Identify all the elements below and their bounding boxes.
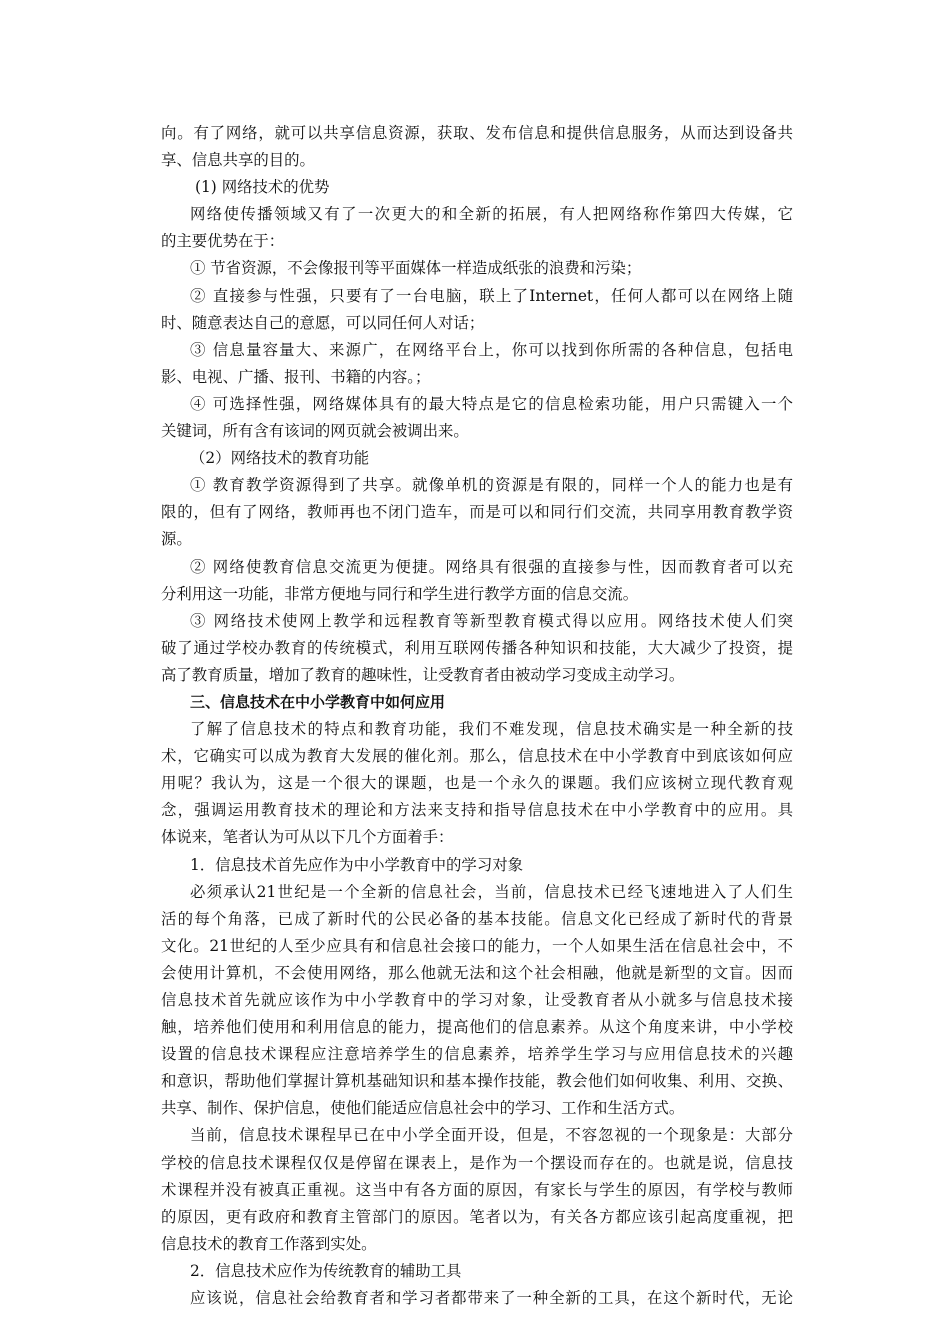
paragraph-line: 高了教育质量，增加了教育的趣味性，让受教育者由被动学习变成主动学习。 [161,665,685,684]
paragraph-line: 时、随意表达自己的意愿，可以同任何人对话； [161,313,485,332]
paragraph-line: 享、信息共享的目的。 [161,151,315,170]
list-item: ① 节省资源，不会像报刊等平面媒体一样造成纸张的浪费和污染； [190,259,642,278]
paragraph-line: 学校的信息技术课程仅仅是停留在课表上，是作为一个摆设而存在的。也就是说，信息技 [161,1153,793,1172]
paragraph-line: 信息技术首先就应该作为中小学教育中的学习对象，让受教育者从小就多与信息技术接 [161,991,793,1009]
paragraph-line: 术，它确实可以成为教育大发展的催化剂。那么，信息技术在中小学教育中到底该如何应 [161,747,793,766]
list-item: ① 教育教学资源得到了共享。就像单机的资源是有限的，同样一个人的能力也是有 [190,476,793,495]
paragraph-line: 共享、制作、保护信息，使他们能适应信息社会中的学习、工作和生活方式。 [161,1099,685,1118]
paragraph-line: 关键词，所有含有该词的网页就会被调出来。 [161,422,469,441]
list-item: ④ 可选择性强，网络媒体具有的最大特点是它的信息检索功能，用户只需键入一个 [190,394,793,413]
section-heading: (1) 网络技术的优势 [195,178,330,197]
paragraph-line: 活的每个角落，已成了新时代的公民必备的基本技能。信息文化已经成了新时代的背景 [161,909,793,928]
paragraph-line: 破了通过学校办教育的传统模式，利用互联网传播各种知识和技能，大大减少了投资，提 [161,638,793,657]
paragraph-line: 文化。21世纪的人至少应具有和信息社会接口的能力，一个人如果生活在信息社会中，不 [161,936,793,955]
subsection-heading: 2．信息技术应作为传统教育的辅助工具 [190,1261,462,1280]
paragraph-line: 会使用计算机，不会使用网络，那么他就无法和这个社会相融，他就是新型的文盲。因而 [161,963,793,982]
paragraph-line: 影、电视、广播、报刊、书籍的内容。； [161,367,431,386]
section-heading: （2）网络技术的教育功能 [190,449,370,468]
paragraph-line: 术课程并没有被真正重视。这当中有各方面的原因，有家长与学生的原因，有学校与教师 [161,1180,793,1199]
paragraph-line: 体说来，笔者认为可从以下几个方面着手： [161,828,454,847]
paragraph-line: 了解了信息技术的特点和教育功能，我们不难发现，信息技术确实是一种全新的技 [190,720,793,739]
document-page [161,120,793,1312]
paragraph-line: 当前，信息技术课程早已在中小学全面开设，但是，不容忽视的一个现象是：大部分 [190,1126,793,1145]
paragraph-line: 必须承认21世纪是一个全新的信息社会，当前，信息技术已经飞速地进入了人们生 [190,882,793,901]
paragraph-line: 限的，但有了网络，教师再也不闭门造车，而是可以和同行们交流，共同享用教育教学资 [161,503,793,522]
paragraph-line: 的主要优势在于： [161,232,285,251]
paragraph-line: 分利用这一功能，非常方便地与同行和学生进行教学方面的信息交流。 [161,584,639,603]
list-item: ② 网络使教育信息交流更为便捷。网络具有很强的直接参与性，因而教育者可以充 [190,557,793,576]
paragraph-line: 信息技术的教育工作落到实处。 [161,1234,377,1253]
paragraph-line: 用呢？我认为，这是一个很大的课题，也是一个永久的课题。我们应该树立现代教育观 [161,774,793,793]
paragraph-line: 设置的信息技术课程应注意培养学生的信息素养，培养学生学习与应用信息技术的兴趣 [161,1045,793,1064]
paragraph-line: 触，培养他们使用和利用信息的能力，提高他们的信息素养。从这个角度来讲，中小学校 [161,1018,793,1037]
paragraph-line: 源。 [161,530,192,549]
list-item: ② 直接参与性强，只要有了一台电脑，联上了Internet，任何人都可以在网络上随 [190,286,793,305]
list-item: ③ 网络技术使网上教学和远程教育等新型教育模式得以应用。网络技术使人们突 [190,611,793,630]
paragraph-line: 念，强调运用教育技术的理论和方法来支持和指导信息技术在中小学教育中的应用。具 [161,801,793,820]
subsection-heading: 1．信息技术首先应作为中小学教育中的学习对象 [190,855,523,874]
paragraph-line: 应该说，信息社会给教育者和学习者都带来了一种全新的工具，在这个新时代，无论 [190,1289,793,1308]
paragraph-line: 的原因，更有政府和教育主管部门的原因。笔者以为，有关各方都应该引起高度重视，把 [161,1207,793,1226]
paragraph-line: 向。有了网络，就可以共享信息资源，获取、发布信息和提供信息服务，从而达到设备共 [161,124,793,142]
paragraph-line: 网络使传播领域又有了一次更大的和全新的拓展，有人把网络称作第四大传媒，它 [190,205,793,224]
paragraph-line: 和意识，帮助他们掌握计算机基础知识和基本操作技能，教会他们如何收集、利用、交换、 [161,1072,793,1091]
section-heading-bold: 三、信息技术在中小学教育中如何应用 [190,692,446,711]
list-item: ③ 信息量容量大、来源广，在网络平台上，你可以找到你所需的各种信息，包括电 [190,340,793,359]
